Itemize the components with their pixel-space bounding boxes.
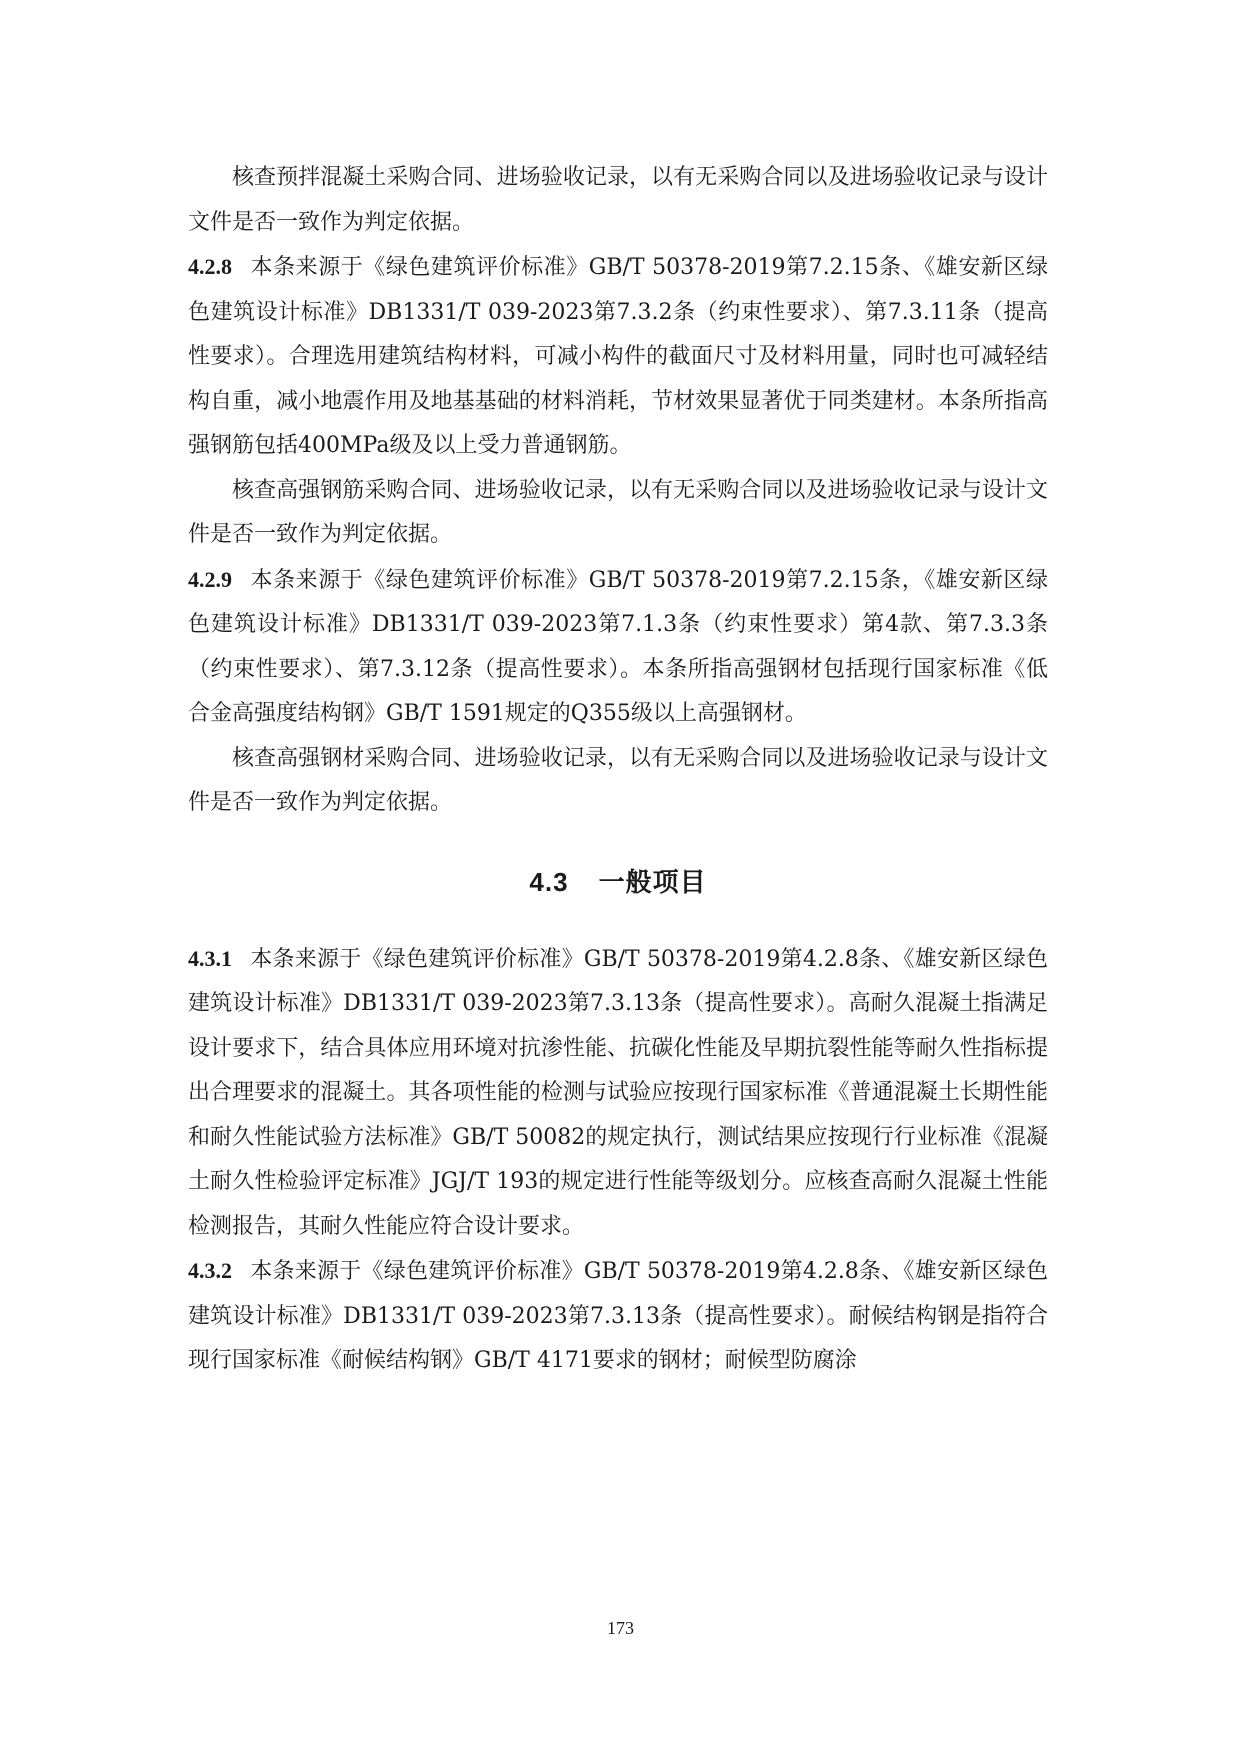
clause-text: 本条来源于《绿色建筑评价标准》GB/T 50378-2019第4.2.8条、《雄安新区绿色建筑设计标准》DB1331/T 039-2023第7.3.13条（提高性要求）。耐候结构钢是指符合现行国家标准《耐候结构钢》GB/T 4171要求的钢材；耐候型防腐涂 — [188, 1259, 1048, 1373]
section-number: 4.3 — [529, 866, 569, 897]
clause-4-3-1 — [188, 937, 1048, 1250]
section-heading — [188, 862, 1048, 899]
clause-4-2-9 — [188, 558, 1048, 737]
clause-text: 本条来源于《绿色建筑评价标准》GB/T 50378-2019第4.2.8条、《雄安新区绿色建筑设计标准》DB1331/T 039-2023第7.3.13条（提高性要求）。高耐久混凝土指满足设计要求下，结合具体应用环境对抗渗性能、抗碳化性能及早期抗裂性能等耐久性指标提出合理要求的混凝土。其各项性能的检测与试验应按现行国家标准《普通混凝土长期性能和耐久性能试验方法标准》GB/T 50082的规定执行，测试结果应按现行行业标准《混凝土耐久性检验评定标准》JGJ/T 193的规定进行性能等级划分。应核查高耐久混凝土性能检测报告，其耐久性能应符合设计要求。 — [188, 946, 1048, 1239]
paragraph-check-steel: 核查高强钢材采购合同、进场验收记录，以有无采购合同以及进场验收记录与设计文件是否一致作为判定依据。 — [188, 745, 1048, 815]
clause-number: 4.3.2 — [188, 1258, 232, 1283]
paragraph-check-concrete: 核查预拌混凝土采购合同、进场验收记录，以有无采购合同以及进场验收记录与设计文件是否一致作为判定依据。 — [188, 165, 1048, 235]
clause-4-2-8 — [188, 245, 1048, 469]
clause-number: 4.2.8 — [188, 254, 232, 279]
section-title-text: 一般项目 — [598, 867, 707, 898]
paragraph-check-rebar: 核查高强钢筋采购合同、进场验收记录，以有无采购合同以及进场验收记录与设计文件是否一致作为判定依据。 — [188, 477, 1048, 547]
clause-4-3-2 — [188, 1249, 1048, 1384]
clause-number: 4.2.9 — [188, 566, 232, 592]
page-number: 173 — [607, 1618, 634, 1638]
clause-number: 4.3.1 — [188, 945, 232, 971]
page-content — [188, 156, 1048, 1384]
clause-text: 本条来源于《绿色建筑评价标准》GB/T 50378-2019第7.2.15条、《雄安新区绿色建筑设计标准》DB1331/T 039-2023第7.3.2条（约束性要求）、第7.3.11条（提高性要求）。合理选用建筑结构材料，可减小构件的截面尺寸及材料用量，同时也可减轻结构自重，减小地震作用及地基基础的材料消耗，节材效果显著优于同类建材。本条所指高强钢筋包括400MPa级及以上受力普通钢筋。 — [188, 255, 1048, 458]
clause-text: 本条来源于《绿色建筑评价标准》GB/T 50378-2019第7.2.15条，《雄安新区绿色建筑设计标准》DB1331/T 039-2023第7.1.3条（约束性要求）第4款、第7.3.3条（约束性要求）、第7.3.12条（提高性要求）。本条所指高强钢材包括现行国家标准《低合金高强度结构钢》GB/T 1591规定的Q355级以上高强钢材。 — [188, 567, 1048, 726]
